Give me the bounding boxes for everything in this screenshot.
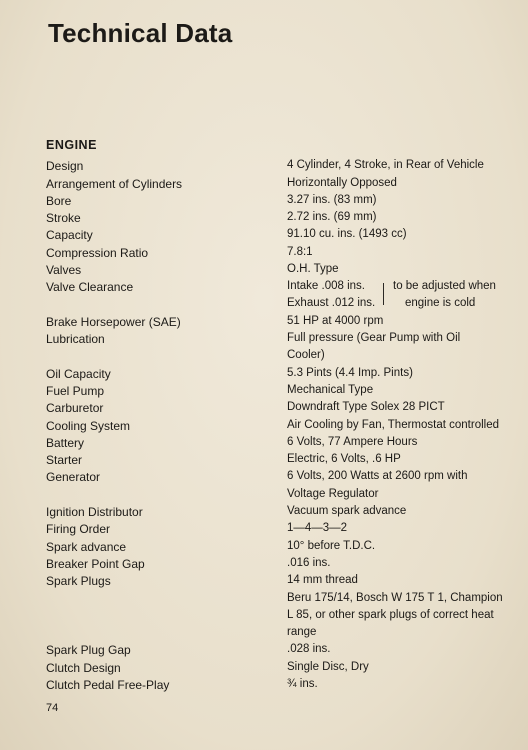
spec-value: 5.3 Pints (4.4 Imp. Pints) — [287, 367, 413, 379]
page-number: 74 — [46, 702, 59, 714]
spec-value: 14 mm thread — [287, 574, 358, 586]
valve-clearance-note: engine is cold — [405, 297, 476, 309]
spec-value: ¾ ins. — [287, 678, 318, 690]
spec-label: Ignition Distributor — [46, 505, 143, 519]
valve-clearance-exhaust: Exhaust .012 ins. — [287, 297, 376, 309]
spec-label: Stroke — [46, 211, 81, 225]
spec-value: Mechanical Type — [287, 384, 374, 396]
spec-value: 4 Cylinder, 4 Stroke, in Rear of Vehicle — [287, 159, 484, 171]
spec-value: 7.8:1 — [287, 246, 313, 258]
spec-label: Cooling System — [46, 419, 131, 433]
spec-value: .016 ins. — [287, 557, 331, 569]
spec-label: Fuel Pump — [46, 384, 105, 398]
spec-label: Breaker Point Gap — [46, 557, 145, 571]
spec-value: Vacuum spark advance — [287, 505, 407, 517]
page-title: Technical Data — [48, 18, 233, 48]
spec-value: Single Disc, Dry — [287, 661, 369, 673]
spec-label: Brake Horsepower (SAE) — [46, 315, 181, 329]
spec-value: Downdraft Type Solex 28 PICT — [287, 401, 445, 413]
spec-label: Valves — [46, 263, 82, 277]
spec-value: 1—4—3—2 — [287, 522, 348, 534]
spec-label: Compression Ratio — [46, 246, 149, 260]
spec-label: Oil Capacity — [46, 367, 111, 381]
spec-value: Voltage Regulator — [287, 488, 379, 500]
spec-label: Carburetor — [46, 401, 104, 415]
spec-value: Horizontally Opposed — [287, 177, 397, 189]
spec-label: Arrangement of Cylinders — [46, 177, 183, 191]
spec-label: Capacity — [46, 228, 93, 242]
spec-label: Clutch Design — [46, 661, 121, 675]
spec-label: Spark advance — [46, 540, 127, 554]
spec-value: 2.72 ins. (69 mm) — [287, 211, 377, 223]
spec-value: 10° before T.D.C. — [287, 540, 376, 552]
valve-clearance-note: to be adjusted when — [393, 280, 496, 292]
spec-value: 51 HP at 4000 rpm — [287, 315, 384, 327]
spec-value: Cooler) — [287, 349, 325, 361]
spec-label: Battery — [46, 436, 85, 450]
spec-label: Design — [46, 159, 84, 173]
spec-label: Spark Plugs — [46, 574, 111, 588]
spec-value: Air Cooling by Fan, Thermostat controlled — [287, 419, 499, 431]
spec-value: Beru 175/14, Bosch W 175 T 1, Champion — [287, 592, 503, 604]
spec-value: 6 Volts, 77 Ampere Hours — [287, 436, 418, 448]
spec-value: Full pressure (Gear Pump with Oil — [287, 332, 461, 344]
valve-clearance-intake: Intake .008 ins. — [287, 280, 365, 292]
spec-label: Bore — [46, 194, 72, 208]
spec-value: 6 Volts, 200 Watts at 2600 rpm with — [287, 470, 468, 482]
spec-value: L 85, or other spark plugs of correct heat — [287, 609, 494, 621]
spec-value: range — [287, 626, 317, 638]
brace-mark — [383, 283, 389, 305]
spec-label: Starter — [46, 453, 83, 467]
spec-label: Lubrication — [46, 332, 105, 346]
spec-value: 91.10 cu. ins. (1493 cc) — [287, 228, 407, 240]
spec-label: Firing Order — [46, 522, 111, 536]
spec-label: Valve Clearance — [46, 280, 134, 294]
spec-label: Spark Plug Gap — [46, 643, 131, 657]
section-heading-engine: ENGINE — [46, 138, 97, 152]
spec-value: .028 ins. — [287, 643, 331, 655]
spec-value: O.H. Type — [287, 263, 339, 275]
spec-label: Generator — [46, 470, 101, 484]
spec-value: Electric, 6 Volts, .6 HP — [287, 453, 401, 465]
spec-value: 3.27 ins. (83 mm) — [287, 194, 377, 206]
spec-label: Clutch Pedal Free-Play — [46, 678, 170, 692]
